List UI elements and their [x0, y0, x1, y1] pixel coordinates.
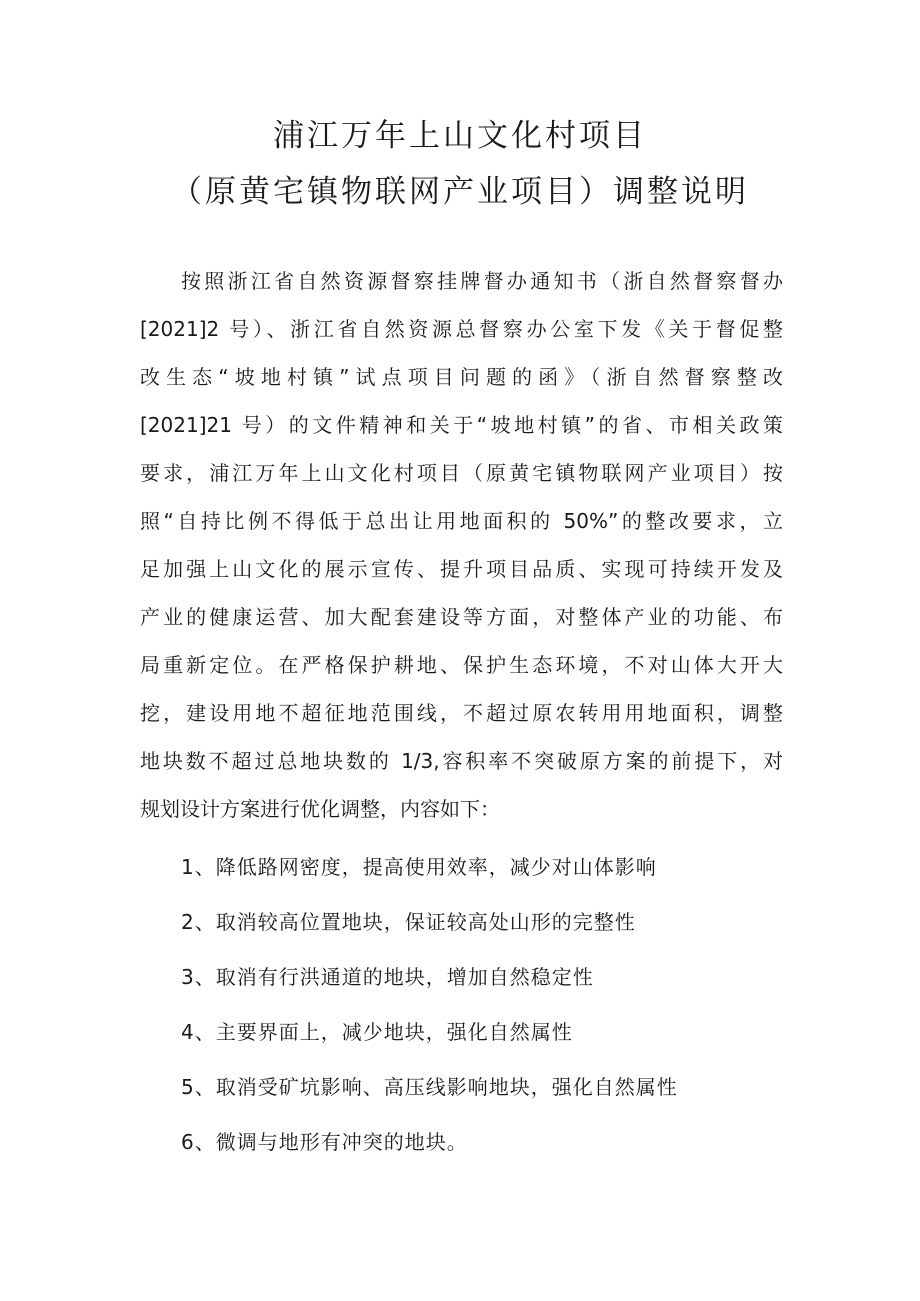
paragraph-line: 照“自持比例不得低于总出让用地面积的 50%”的整改要求，立 [140, 509, 783, 533]
document-title-line-2: （原黄宅镇物联网产业项目）调整说明 [171, 174, 749, 210]
paragraph-line: [2021]21 号）的文件精神和关于“坡地村镇”的省、市相关政策 [140, 413, 783, 437]
paragraph-line: 按照浙江省自然资源督察挂牌督办通知书（浙自然督察督办 [181, 269, 783, 293]
list-item: 6、微调与地形有冲突的地块。 [181, 1130, 468, 1154]
paragraph-line: 局重新定位。在严格保护耕地、保护生态环境，不对山体大开大 [140, 653, 783, 677]
list-item: 4、主要界面上，减少地块，强化自然属性 [181, 1020, 573, 1044]
list-item: 2、取消较高位置地块，保证较高处山形的完整性 [181, 910, 636, 934]
paragraph-line: 改生态“坡地村镇”试点项目问题的函》（浙自然督察整改 [140, 365, 783, 389]
paragraph-line: 足加强上山文化的展示宣传、提升项目品质、实现可持续开发及 [140, 557, 783, 581]
paragraph-line: 产业的健康运营、加大配套建设等方面，对整体产业的功能、布 [140, 605, 783, 629]
list-item: 1、降低路网密度，提高使用效率，减少对山体影响 [181, 855, 657, 879]
paragraph-line: 要求，浦江万年上山文化村项目（原黄宅镇物联网产业项目）按 [140, 461, 783, 485]
paragraph-line: 挖，建设用地不超征地范围线，不超过原农转用用地面积，调整 [140, 701, 783, 725]
list-item: 3、取消有行洪通道的地块，增加自然稳定性 [181, 965, 594, 989]
paragraph-line: [2021]2 号）、浙江省自然资源总督察办公室下发《关于督促整 [140, 317, 783, 341]
document-title-line-1: 浦江万年上山文化村项目 [273, 118, 647, 154]
paragraph-line: 规划设计方案进行优化调整，内容如下： [140, 797, 500, 821]
list-item: 5、取消受矿坑影响、高压线影响地块，强化自然属性 [181, 1075, 678, 1099]
paragraph-line: 地块数不超过总地块数的 1/3,容积率不突破原方案的前提下，对 [140, 749, 783, 773]
